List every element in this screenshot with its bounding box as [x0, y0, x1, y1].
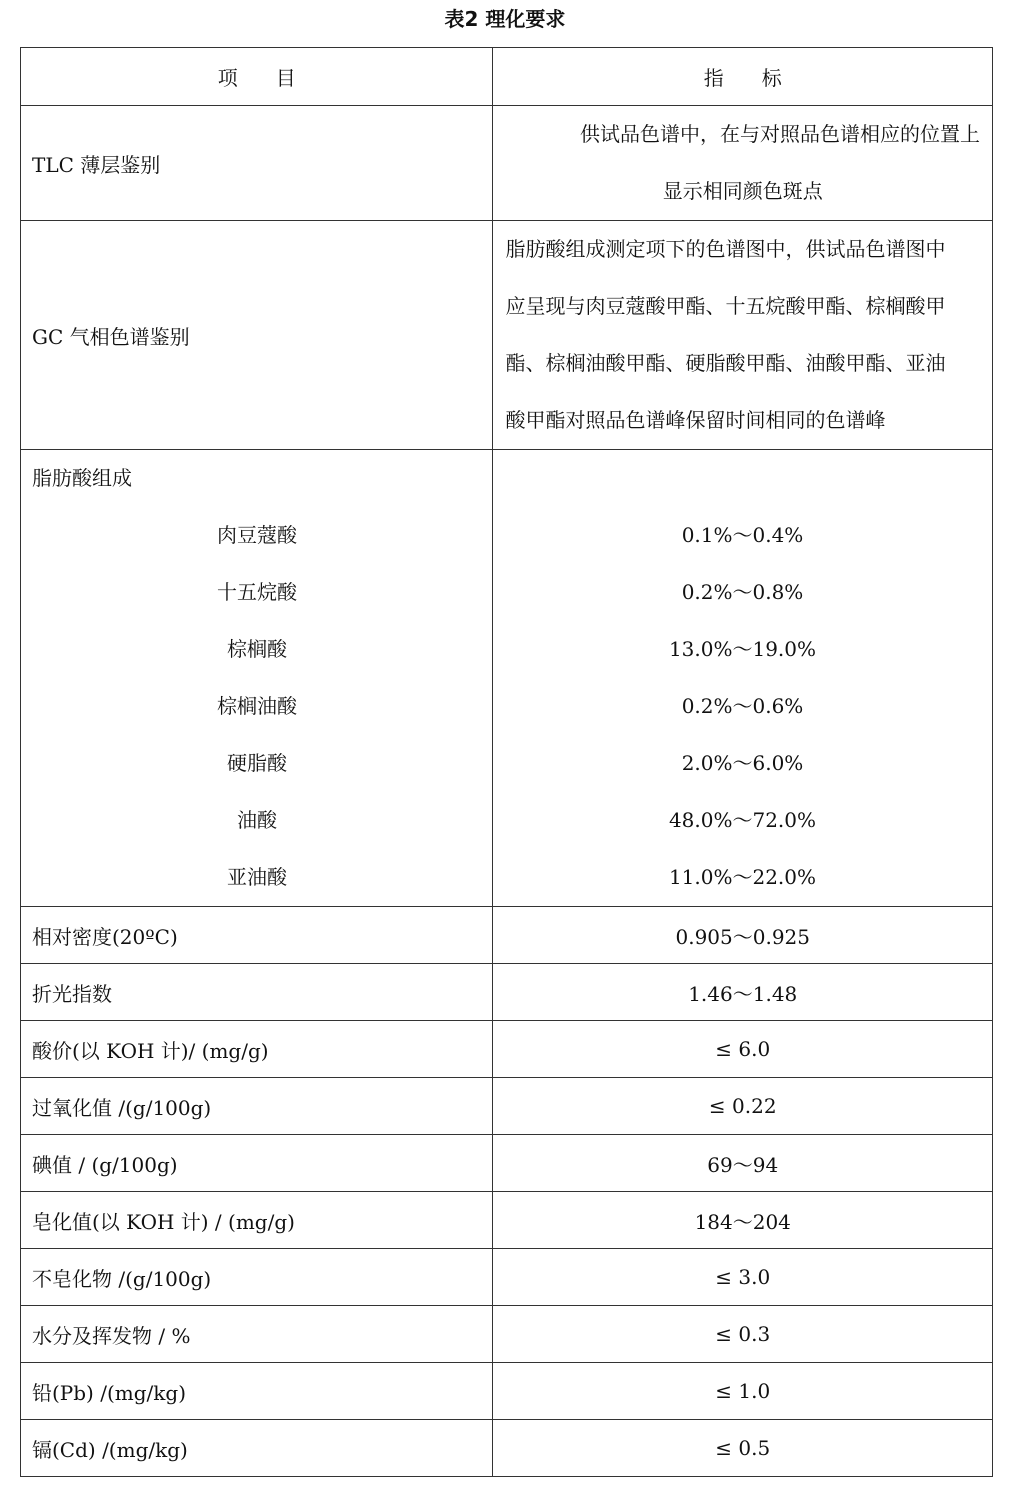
table-row: [21, 1306, 993, 1363]
gc-line-3: 酯、棕榈油酸甲酯、硬脂酸甲酯、油酸甲酯、亚油: [505, 351, 946, 375]
row-label: 镉(Cd) /(mg/kg): [21, 1420, 493, 1477]
fatty-acid-value: 2.0%～6.0%: [681, 750, 804, 775]
fatty-acid-item: [21, 507, 992, 564]
gc-line-2: 应呈现与肉豆蔻酸甲酯、十五烷酸甲酯、棕榈酸甲: [505, 294, 946, 318]
gc-line-1: 脂肪酸组成测定项下的色谱图中，供试品色谱图中: [505, 237, 946, 261]
fatty-acid-name: 硬脂酸: [227, 750, 287, 775]
fatty-acid-value: 0.2%～0.6%: [681, 693, 804, 718]
row-label: 铅(Pb) /(mg/kg): [21, 1363, 493, 1420]
table-row-tlc: [21, 106, 993, 221]
fatty-acid-name: 肉豆蔻酸: [217, 522, 297, 547]
row-label: 水分及挥发物 / %: [21, 1306, 493, 1363]
table-row: [21, 1192, 993, 1249]
fatty-acid-label: 脂肪酸组成: [32, 466, 132, 490]
table-row: [21, 1135, 993, 1192]
row-value: 0.905～0.925: [493, 907, 993, 964]
fatty-acid-item: [21, 621, 992, 678]
row-label: 过氧化值 /(g/100g): [21, 1078, 493, 1135]
row-value: ≤ 3.0: [493, 1249, 993, 1306]
fatty-acid-value: 0.1%～0.4%: [681, 522, 804, 547]
fatty-acid-value: 48.0%～72.0%: [668, 807, 817, 832]
table-header-row: [21, 48, 993, 106]
header-item: 项目: [21, 48, 493, 106]
table-row: [21, 1021, 993, 1078]
fatty-acid-item: [21, 849, 992, 906]
fatty-acid-name: 油酸: [237, 807, 277, 832]
fatty-acid-item: [21, 792, 992, 849]
row-value: 1.46～1.48: [493, 964, 993, 1021]
table-caption: 表2 理化要求: [444, 7, 566, 31]
fatty-acid-name: 十五烷酸: [217, 579, 297, 604]
row-value: ≤ 1.0: [493, 1363, 993, 1420]
fatty-acid-item: [21, 735, 992, 792]
fatty-acid-name: 棕榈油酸: [217, 693, 297, 718]
row-value: ≤ 6.0: [493, 1021, 993, 1078]
table-row-gc: [21, 221, 993, 450]
row-value: ≤ 0.3: [493, 1306, 993, 1363]
tlc-label: TLC 薄层鉴别: [21, 106, 493, 221]
tlc-indicator: [493, 106, 993, 221]
row-label: 皂化值(以 KOH 计) / (mg/g): [21, 1192, 493, 1249]
fatty-acid-item: [21, 564, 992, 621]
table-row: [21, 907, 993, 964]
fatty-acid-value: 11.0%～22.0%: [668, 864, 817, 889]
row-value: 69～94: [493, 1135, 993, 1192]
row-label: 折光指数: [21, 964, 493, 1021]
fatty-acid-name: 亚油酸: [227, 864, 287, 889]
table-row: [21, 1420, 993, 1477]
row-value: ≤ 0.5: [493, 1420, 993, 1477]
fatty-acid-list: [21, 507, 992, 906]
table-row: [21, 1078, 993, 1135]
gc-line-4: 酸甲酯对照品色谱峰保留时间相同的色谱峰: [505, 408, 886, 432]
row-label: 不皂化物 /(g/100g): [21, 1249, 493, 1306]
row-label: 相对密度(20ºC): [21, 907, 493, 964]
row-value: 184～204: [493, 1192, 993, 1249]
row-label: 碘值 / (g/100g): [21, 1135, 493, 1192]
gc-indicator: [493, 221, 993, 450]
fatty-acid-value: 0.2%～0.8%: [681, 579, 804, 604]
tlc-line-2: 显示相同颜色斑点: [662, 179, 823, 203]
table-row: [21, 1363, 993, 1420]
header-indicator: 指标: [493, 48, 993, 106]
gc-label: GC 气相色谱鉴别: [21, 221, 493, 450]
tlc-line-1: 供试品色谱中，在与对照品色谱相应的位置上: [580, 122, 980, 146]
table-row: [21, 1249, 993, 1306]
table-row: [21, 964, 993, 1021]
row-value: ≤ 0.22: [493, 1078, 993, 1135]
row-label: 酸价(以 KOH 计)/ (mg/g): [21, 1021, 493, 1078]
fatty-acid-name: 棕榈酸: [227, 636, 287, 661]
fatty-acid-item: [21, 678, 992, 735]
fatty-acid-value: 13.0%～19.0%: [668, 636, 817, 661]
